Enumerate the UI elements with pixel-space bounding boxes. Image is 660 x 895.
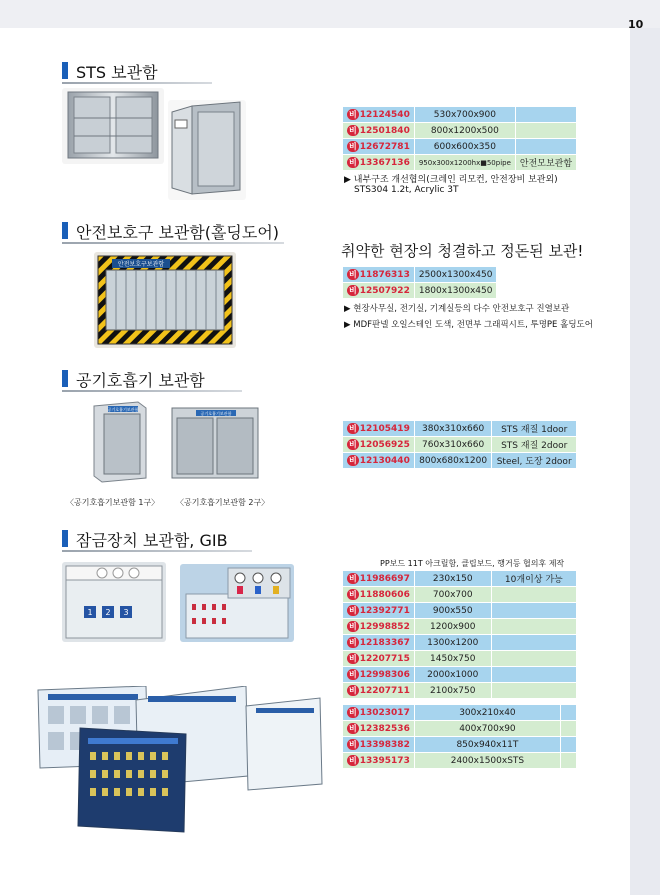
- table-row: [343, 667, 577, 683]
- code-tag: 비: [349, 670, 357, 679]
- lock-number-2: 2: [105, 608, 111, 617]
- safety-spec-table: [342, 266, 497, 299]
- product-code: 12501840: [359, 126, 410, 136]
- respirator-cabinet-1door-photo: [86, 398, 158, 484]
- lockout-section-title: 잠금장치 보관함, GIB: [76, 531, 228, 550]
- heading-accent-bar: [62, 62, 68, 79]
- row-note: [491, 651, 576, 667]
- product-code: 12056925: [359, 440, 410, 450]
- product-code: 12507922: [359, 286, 410, 296]
- dimensions: 300x210x40: [414, 705, 560, 721]
- lockout-box-photo: [62, 562, 166, 642]
- table-row: [343, 753, 577, 769]
- lockout-section-heading: [62, 528, 252, 550]
- gib-spec-table: [342, 704, 577, 769]
- product-code: 12382536: [359, 724, 410, 734]
- safety-cabinet-photo: [94, 252, 236, 348]
- dimensions: 1450x750: [414, 651, 491, 667]
- code-tag: 비: [349, 158, 357, 167]
- row-note: [561, 753, 577, 769]
- code-tag: 비: [349, 756, 357, 765]
- code-tag: 비: [349, 126, 357, 135]
- dimensions: 700x700: [414, 587, 491, 603]
- respirator-cabinet-2door-photo: [166, 404, 264, 482]
- sts-cabinet-photo-1: [62, 88, 164, 164]
- table-row: [343, 155, 577, 171]
- code-tag: 비: [349, 638, 357, 647]
- respirator-spec-table: [342, 420, 577, 469]
- table-row: [343, 737, 577, 753]
- table-row: [343, 603, 577, 619]
- heading-underline: [62, 550, 252, 552]
- table-row: [343, 721, 577, 737]
- sts-spec-table: [342, 106, 577, 171]
- row-note: [491, 667, 576, 683]
- table-row: [343, 705, 577, 721]
- sts-cabinet-photo-2: [168, 100, 246, 200]
- dimensions: 900x550: [414, 603, 491, 619]
- top-band: [0, 0, 660, 28]
- dimensions: 2100x750: [414, 683, 491, 699]
- row-note: [491, 635, 576, 651]
- product-code: 13367136: [359, 158, 410, 168]
- heading-underline: [62, 242, 284, 244]
- page-number: 10: [628, 18, 644, 31]
- dimensions: 400x700x90: [414, 721, 560, 737]
- code-tag: 비: [349, 622, 357, 631]
- code-tag: 비: [349, 440, 357, 449]
- row-note: [491, 683, 576, 699]
- code-tag: 비: [349, 654, 357, 663]
- dimensions: 800x1200x500: [414, 123, 515, 139]
- code-tag: 비: [349, 686, 357, 695]
- code-tag: 비: [349, 142, 357, 151]
- code-tag: 비: [349, 574, 357, 583]
- dimensions: 2000x1000: [414, 667, 491, 683]
- product-code: 11876313: [359, 270, 410, 280]
- safety-headline: 취약한 현장의 청결하고 정돈된 보관!: [341, 242, 584, 260]
- dimensions: 1800x1300x450: [414, 283, 497, 299]
- row-note: 10개이상 가능: [491, 571, 576, 587]
- product-code: 12124540: [359, 110, 410, 120]
- row-note: [515, 139, 576, 155]
- row-note: [491, 587, 576, 603]
- code-tag: 비: [349, 270, 357, 279]
- table-row: [343, 123, 577, 139]
- lockout-board-photo: [180, 564, 294, 642]
- gib-boards-photo: [36, 686, 326, 836]
- heading-accent-bar: [62, 530, 68, 547]
- code-tag: 비: [349, 590, 357, 599]
- table-row: [343, 107, 577, 123]
- product-code: 13023017: [359, 708, 410, 718]
- dimensions: 800x680x1200: [414, 453, 492, 469]
- row-note: [491, 619, 576, 635]
- code-tag: 비: [349, 740, 357, 749]
- row-note: 안전모보관함: [515, 155, 576, 171]
- dimensions: 230x150: [414, 571, 491, 587]
- row-note: [515, 107, 576, 123]
- product-code: 13398382: [359, 740, 410, 750]
- dimensions: 760x310x660: [414, 437, 492, 453]
- heading-underline: [62, 82, 212, 84]
- code-tag: 비: [349, 724, 357, 733]
- lock-number-3: 3: [123, 608, 129, 617]
- table-row: [343, 421, 577, 437]
- table-row: [343, 571, 577, 587]
- product-code: 12998306: [359, 670, 410, 680]
- row-note: STS 재질 2door: [492, 437, 577, 453]
- table-row: [343, 619, 577, 635]
- table-row: [343, 683, 577, 699]
- code-tag: 비: [349, 708, 357, 717]
- code-tag: 비: [349, 286, 357, 295]
- row-note: [561, 721, 577, 737]
- respirator-photo-label-1: 공기호흡기보관함: [107, 407, 139, 412]
- row-note: Steel, 도장 2door: [492, 453, 577, 469]
- product-code: 12392771: [359, 606, 410, 616]
- product-code: 12130440: [359, 456, 410, 466]
- dimensions: 380x310x660: [414, 421, 492, 437]
- product-code: 12183367: [359, 638, 410, 648]
- row-note: [561, 737, 577, 753]
- dimensions: 950x300x1200hx■50pipe: [414, 155, 515, 171]
- table-row: [343, 283, 497, 299]
- dimensions: 1300x1200: [414, 635, 491, 651]
- dimensions: 850x940x11T: [414, 737, 560, 753]
- product-code: 12998852: [359, 622, 410, 632]
- code-tag: 비: [349, 606, 357, 615]
- code-tag: 비: [349, 424, 357, 433]
- dimensions: 2500x1300x450: [414, 267, 497, 283]
- respirator-section-title: 공기호흡기 보관함: [76, 371, 205, 390]
- heading-accent-bar: [62, 370, 68, 387]
- respirator-section-heading: [62, 368, 242, 390]
- heading-underline: [62, 390, 242, 392]
- dimensions: 600x600x350: [414, 139, 515, 155]
- product-code: 12207711: [359, 686, 410, 696]
- lock-number-1: 1: [87, 608, 93, 617]
- dimensions: 530x700x900: [414, 107, 515, 123]
- respirator-photo-label-2: 공기호흡기보관함: [200, 411, 232, 416]
- table-row: [343, 437, 577, 453]
- table-row: [343, 139, 577, 155]
- table-row: [343, 453, 577, 469]
- lockout-top-note: PP보드 11T 아크릴함, 클립보드, 행거등 협의후 제작: [380, 559, 565, 568]
- product-code: 11986697: [359, 574, 410, 584]
- code-tag: 비: [349, 110, 357, 119]
- respirator-caption-1: 〈공기호흡기보관함 1구〉: [66, 498, 160, 507]
- table-row: [343, 267, 497, 283]
- table-row: [343, 587, 577, 603]
- row-note: STS 재질 1door: [492, 421, 577, 437]
- dimensions: 1200x900: [414, 619, 491, 635]
- lockout-spec-table: [342, 570, 577, 699]
- row-note: [491, 603, 576, 619]
- dimensions: 2400x1500xSTS: [414, 753, 560, 769]
- sts-note-2: STS304 1.2t, Acrylic 3T: [354, 185, 459, 195]
- heading-accent-bar: [62, 222, 68, 239]
- safety-section-title: 안전보호구 보관함(홀딩도어): [76, 223, 280, 242]
- safety-note-2: ▶ MDF판넬 오일스테인 도색, 전면부 그래픽시트, 투명PE 홀딩도어: [344, 320, 593, 330]
- right-margin-band: [630, 28, 660, 895]
- product-code: 12105419: [359, 424, 410, 434]
- row-note: [515, 123, 576, 139]
- safety-section-heading: [62, 220, 284, 242]
- product-code: 13395173: [359, 756, 410, 766]
- sts-section-heading: [62, 60, 212, 82]
- safety-photo-label: 안전보호구보관함: [117, 261, 165, 268]
- product-code: 11880606: [359, 590, 410, 600]
- table-row: [343, 635, 577, 651]
- code-tag: 비: [349, 456, 357, 465]
- product-code: 12672781: [359, 142, 410, 152]
- sts-note-1: ▶ 내부구조 개선협의(크레인 리모컨, 안전장비 보관외): [344, 175, 558, 185]
- row-note: [561, 705, 577, 721]
- table-row: [343, 651, 577, 667]
- sts-section-title: STS 보관함: [76, 63, 158, 82]
- respirator-caption-2: 〈공기호흡기보관함 2구〉: [176, 498, 270, 507]
- safety-note-1: ▶ 현장사무실, 전기실, 기계실등의 다수 안전보호구 진열보관: [344, 304, 570, 314]
- product-code: 12207715: [359, 654, 410, 664]
